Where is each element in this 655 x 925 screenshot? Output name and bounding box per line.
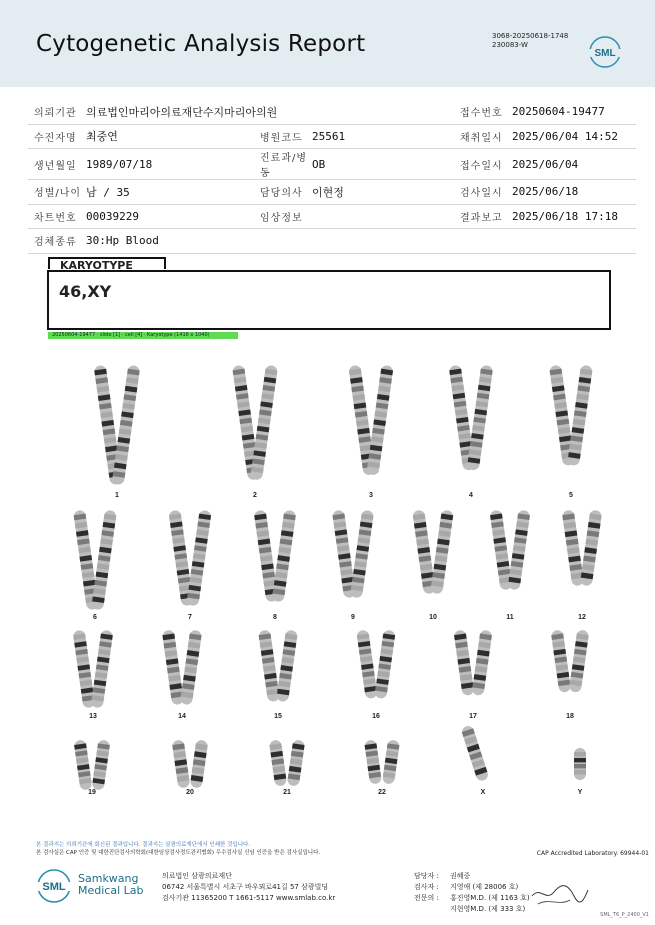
specimen-label: 검체종류 — [28, 229, 86, 254]
chart-no-value: 00039229 — [86, 204, 254, 229]
received-value: 2025/06/04 — [512, 149, 636, 180]
chromosome-pair-22 — [364, 739, 400, 784]
patient-name-label: 수진자명 — [28, 124, 86, 149]
tester-label: 검사자 : — [414, 883, 439, 891]
specialist-label: 전문의 : — [414, 894, 439, 902]
info-row — [28, 180, 636, 205]
reported-value: 2025/06/18 17:18 — [512, 204, 636, 229]
chromosome-pair-6 — [73, 510, 117, 611]
chromosome-label: 13 — [89, 713, 97, 720]
chromosome-label: 15 — [274, 713, 282, 720]
report-header — [0, 0, 655, 87]
chromosome-label: X — [480, 789, 486, 796]
chromosome-label: 17 — [469, 713, 477, 720]
chromosome-pair-3 — [348, 365, 393, 476]
chromosome-pair-12 — [562, 510, 602, 587]
received-label: 접수일시 — [454, 149, 512, 180]
chromosome-label: 10 — [429, 614, 437, 621]
tested-label: 검사일시 — [454, 180, 512, 205]
patient-name-value: 최중연 — [86, 124, 254, 149]
chromosome-pair-y — [574, 748, 586, 780]
doctor-value: 이현정 — [312, 180, 454, 205]
receipt-no-value: 20250604-19477 — [512, 100, 636, 124]
report-notice — [36, 841, 320, 857]
sml-logo-text: SML — [594, 48, 616, 59]
chromosome-label: Y — [577, 789, 583, 796]
collected-label: 채취일시 — [454, 124, 512, 149]
chromosome-label: 4 — [469, 492, 473, 499]
specialist1-value: 홍진영M.D. (제 1163 호) — [450, 894, 530, 902]
info-row — [28, 149, 636, 180]
report-title: Cytogenetic Analysis Report — [36, 31, 366, 57]
chromosome-pair-19 — [74, 739, 111, 790]
karyotype-tab: KARYOTYPE — [48, 257, 166, 269]
chromosome-label: 2 — [253, 492, 257, 499]
chromosome-pair-21 — [269, 739, 305, 786]
chromosome-pair-15 — [258, 630, 298, 703]
chromosome-pair-20 — [172, 739, 209, 788]
clinical-info-value — [312, 204, 454, 229]
chromosome-pair-13 — [73, 630, 114, 709]
info-row — [28, 204, 636, 229]
chromosome-pair-16 — [356, 629, 395, 699]
sml-logo-icon — [588, 35, 622, 69]
dob-label: 생년월일 — [28, 149, 86, 180]
clinical-info-label: 임상정보 — [254, 204, 312, 229]
cap-accreditation: CAP Accredited Laboratory. 69944-01 — [536, 850, 649, 857]
chromosome-pair-5 — [549, 365, 593, 466]
sex-age-value: 남 / 35 — [86, 180, 254, 205]
chromosome-label: 11 — [506, 614, 514, 621]
chromosome-label: 6 — [93, 614, 97, 621]
institution-label: 의뢰기관 — [28, 100, 86, 124]
chromosome-pair-17 — [453, 629, 492, 696]
hospital-code-value: 25561 — [312, 124, 454, 149]
chromosome-label: 8 — [273, 614, 277, 621]
chart-no-label: 차트번호 — [28, 204, 86, 229]
samkwang-logo-icon — [36, 868, 72, 904]
staff-signatures — [414, 871, 530, 915]
document-id-line1: 3068-20250618-1748 — [492, 32, 569, 40]
chromosome-pair-10 — [412, 510, 454, 595]
doctor-label: 담당의사 — [254, 180, 312, 205]
info-row — [28, 100, 636, 124]
lab-name-line1: Samkwang — [78, 872, 139, 885]
receipt-no-label: 접수번호 — [454, 100, 512, 124]
chromosome-pair-18 — [551, 629, 590, 692]
chromosome-pair-4 — [449, 365, 494, 471]
karyogram-image — [40, 345, 615, 805]
chromosome-pair-x — [461, 725, 490, 783]
chromosome-pair-9 — [332, 510, 374, 599]
institution-value: 의료법인마리아의료재단수지마리아의원 — [86, 100, 454, 124]
chromosome-pair-7 — [168, 510, 211, 607]
specialist2-value: 지현영M.D. (제 333 호) — [450, 905, 526, 913]
lab-name — [78, 873, 144, 897]
document-id-line2: 230083-W — [492, 41, 528, 49]
address-line2: 06742 서울특별시 서초구 바우뫼로41길 57 삼광빌딩 — [162, 883, 329, 891]
chromosome-label: 19 — [88, 789, 96, 796]
notice-line2: 본 검사실은 CAP 인증 및 대한진단검사의학회(대한임상검사정도관리협회) 우수검사실 신임 인증을 받은 검사실입니다. — [36, 850, 321, 856]
chromosome-pair-8 — [254, 510, 297, 603]
karyotype-value: 46,XY — [59, 282, 112, 301]
chromosome-label: 18 — [566, 713, 574, 720]
chromosome-pair-14 — [162, 630, 202, 706]
dob-value: 1989/07/18 — [86, 149, 254, 180]
chromosome-label: 21 — [283, 789, 291, 796]
staff-in-charge-value: 권혜중 — [450, 872, 471, 880]
chromosome-label: 12 — [578, 614, 586, 621]
collected-value: 2025/06/04 14:52 — [512, 124, 636, 149]
staff-in-charge-label: 담당자 : — [414, 872, 439, 880]
chromosome-label: 20 — [186, 789, 194, 796]
dept-label: 진료과/병동 — [254, 149, 312, 180]
tester-value: 지영애 (제 28006 호) — [450, 883, 519, 891]
chromosome-label: 14 — [178, 713, 186, 720]
chromosome-label: 5 — [569, 492, 573, 499]
sex-age-label: 성별/나이 — [28, 180, 86, 205]
chromosome-pair-11 — [489, 510, 530, 591]
form-number: SML_T6_P_2400_V1 — [600, 912, 649, 918]
chromosome-label: 9 — [351, 614, 355, 621]
chromosome-label: 22 — [378, 789, 386, 796]
address-line1: 의료법인 삼광의료재단 — [162, 872, 232, 880]
chromosome-pair-1 — [94, 365, 141, 486]
handwritten-signature — [530, 878, 590, 908]
chromosome-pair-2 — [232, 365, 278, 481]
chromosome-label: 3 — [369, 492, 373, 499]
address-line3: 검사기관 11365200 T 1661-5117 www.smlab.co.kr — [162, 894, 336, 902]
lab-name-line2: Medical Lab — [78, 884, 144, 897]
reported-label: 결과보고 — [454, 204, 512, 229]
info-row — [28, 124, 636, 149]
chromosome-label: 7 — [188, 614, 192, 621]
document-id — [492, 32, 568, 50]
samkwang-logo-text: SML — [42, 881, 66, 893]
notice-line1: 본 결과지는 의뢰기관에 회신된 결과입니다. 결과지는 삼광의료재단에서 인쇄한 것입니다. — [36, 842, 251, 848]
lab-address — [162, 871, 335, 904]
chromosome-label: 16 — [372, 713, 380, 720]
patient-info-table — [28, 100, 636, 254]
specimen-value: 30:Hp Blood — [86, 229, 636, 254]
chromosome-label: 1 — [115, 492, 119, 499]
dept-value: OB — [312, 149, 454, 180]
karyotype-image-caption: 20250604-19477 · slide [1] · cell [4] · Karyotype (1416 x 1040) — [48, 332, 238, 339]
hospital-code-label: 병원코드 — [254, 124, 312, 149]
tested-value: 2025/06/18 — [512, 180, 636, 205]
karyotype-result-box — [47, 270, 611, 330]
info-row — [28, 229, 636, 254]
